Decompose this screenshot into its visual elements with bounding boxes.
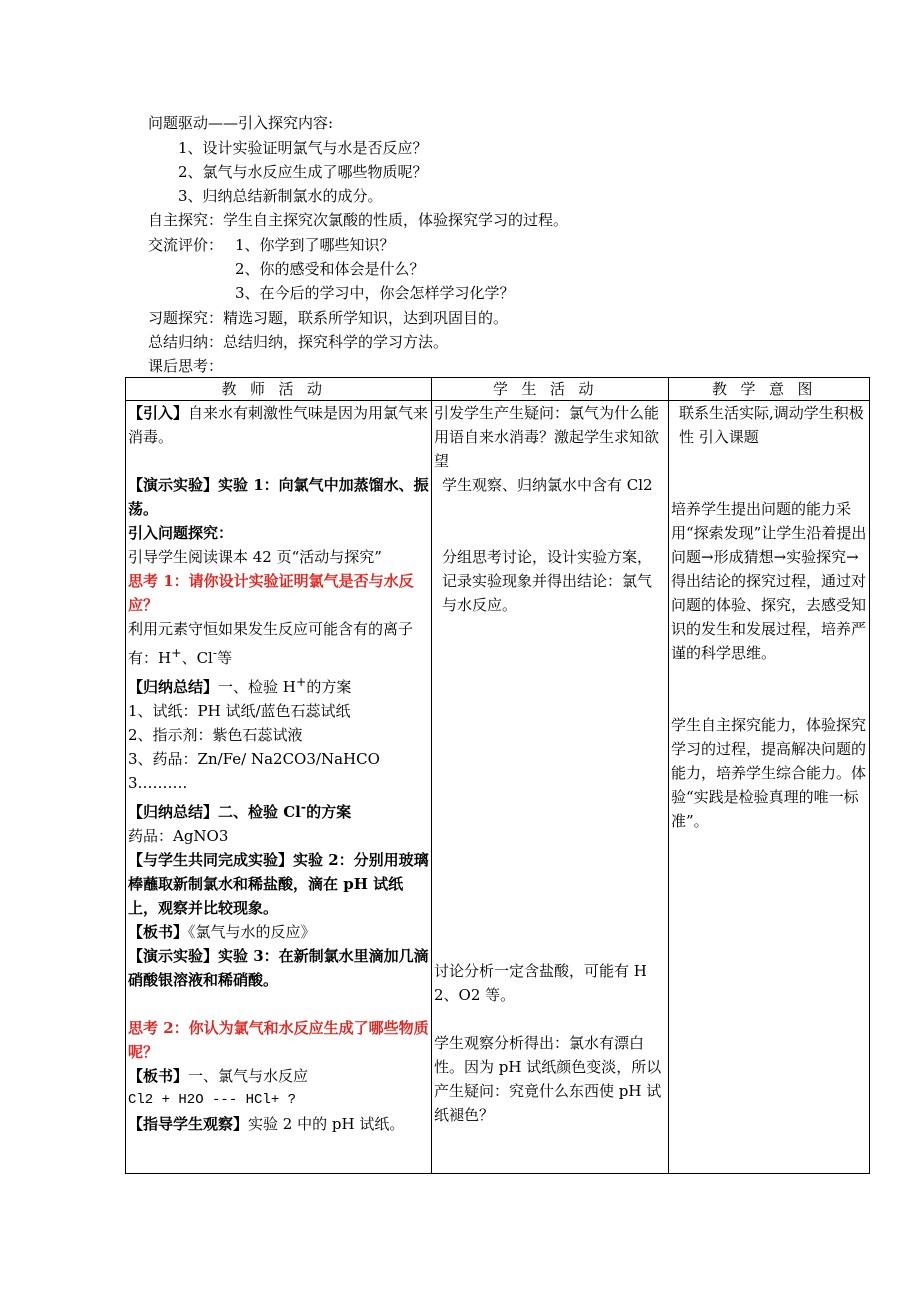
demo-experiment-1: 【演示实验】实验 1：向氯气中加蒸馏水、振荡。 <box>128 476 429 518</box>
teacher-activity-cell <box>126 401 432 1174</box>
indicator-item: 2、指示剂：紫色石蕊试液 <box>128 726 303 744</box>
intro-question-2: 2、氯气与水反应生成了哪些物质呢？ <box>178 163 428 181</box>
exchange-label: 交流评价： <box>148 236 224 254</box>
exchange-item-1: 1、你学到了哪些知识？ <box>235 236 395 254</box>
observe-tag: 【指导学生观察】 <box>128 1115 249 1133</box>
student-activity-1: 引发学生产生疑问：氯气为什么能用语自来水消毒？激起学生求知欲望 <box>434 404 660 470</box>
summary-tag-1: 【归纳总结】 <box>128 678 219 696</box>
ions-end: 等 <box>217 649 233 667</box>
board-text-2: 一、氯气与水反应 <box>188 1067 309 1085</box>
autonomous-inquiry: 自主探究：学生自主探究次氯酸的性质，体验探究学习的过程。 <box>148 211 569 229</box>
header-teacher: 教师活动 <box>126 378 432 401</box>
intent-1: 联系生活实际,调动学生积极性 引入课题 <box>679 404 864 446</box>
board-tag-2: 【板书】 <box>128 1067 189 1085</box>
h-charge: + <box>295 674 307 689</box>
think-question-1: 思考 1：请你设计实验证明氯气是否与水反应？ <box>128 572 414 614</box>
observe-text: 实验 2 中的 pH 试纸。 <box>248 1115 405 1133</box>
teaching-intent-cell <box>669 401 870 1174</box>
exchange-item-2: 2、你的感受和体会是什么？ <box>235 260 425 278</box>
intent-2: 培养学生提出问题的能力采用“探索发现”让学生沿着提出问题→形成猜想→实验探究→得出结论的探究过程，通过对问题的体验、探究，去感受知识的发生和发展过程，培养严谨的科学思维。 <box>671 500 867 662</box>
reaction-equation: Cl2 + H2O --- HCl+ ? <box>128 1092 297 1108</box>
intent-3: 学生自主探究能力，体验探究学习的过程，提高解决问题的能力，培养学生综合能力。体验“实践是检验真理的唯一标准”。 <box>671 716 867 830</box>
ions-intro: 利用元素守恒如果发生反应可能含有的离子有：H <box>128 620 414 667</box>
lead-question: 引入问题探究： <box>128 524 234 542</box>
ions-sep: 、Cl <box>181 649 213 667</box>
student-activity-5: 学生观察分析得出：氯水有漂白性。因为 pH 试纸颜色变淡，所以产生疑问：究竟什么东西使 pH 试纸褪色？ <box>434 1034 662 1124</box>
ion-charge-minus: - <box>212 645 218 660</box>
ion-charge-plus: + <box>171 645 182 660</box>
student-activity-2: 学生观察、归纳氯水中含有 Cl2 <box>442 476 653 494</box>
intro-question-1: 1、设计实验证明氯气与水是否反应？ <box>178 139 428 157</box>
summary-text-1: 一、检验 H <box>218 678 296 696</box>
summary-end-2: 的方案 <box>306 803 352 821</box>
possible-ions <box>128 617 429 670</box>
student-activity-4: 讨论分析一定含盐酸，可能有 H2、O2 等。 <box>434 962 647 1004</box>
summary-h-test <box>128 670 429 699</box>
intro-heading: 问题驱动——引入探究内容: <box>148 114 334 132</box>
header-student: 学生活动 <box>432 378 669 401</box>
cl-charge: - <box>300 799 307 814</box>
joint-experiment-2: 【与学生共同完成实验】实验 2：分别用玻璃棒蘸取新制氯水和稀盐酸，滴在 pH 试纸上，观察并比较现象。 <box>128 851 429 917</box>
board-reaction <box>128 1064 429 1088</box>
table-header-row <box>126 378 870 401</box>
exchange-item-3: 3、在今后的学习中，你会怎样学习化学？ <box>235 284 515 302</box>
test-paper-item: 1、试纸：PH 试纸/蓝色石蕊试纸 <box>128 702 351 720</box>
table-body-row <box>126 401 870 1174</box>
board-title <box>128 920 429 944</box>
reagent-item: 3、药品：Zn/Fe/ Na2CO3/NaHCO3………. <box>128 750 380 792</box>
guide-reading: 引导学生阅读课本 42 页“活动与探究” <box>128 548 382 566</box>
board-tag-1: 【板书】 <box>128 923 189 941</box>
intro-entry <box>128 401 429 449</box>
summary-text-2: 【归纳总结】二、检验 Cl <box>128 803 301 821</box>
exercise-inquiry: 习题探究：精选习题，联系所学知识，达到巩固目的。 <box>148 309 509 327</box>
demo-experiment-3: 【演示实验】实验 3：在新制氯水里滴加几滴硝酸银溶液和稀硝酸。 <box>128 947 429 989</box>
summary-end-1: 的方案 <box>306 678 352 696</box>
header-intent: 教学意图 <box>669 378 870 401</box>
agno3-reagent: 药品：AgNO3 <box>128 827 229 845</box>
guide-observation <box>128 1112 429 1136</box>
student-activity-3: 分组思考讨论，设计实验方案，记录实验现象并得出结论：氯气与水反应。 <box>442 548 653 614</box>
board-text-1: 《氯气与水的反应》 <box>188 923 316 941</box>
intro-question-3: 3、归纳总结新制氯水的成分。 <box>178 187 383 205</box>
lesson-table <box>125 377 870 1174</box>
intro-tag: 【引入】 <box>128 404 189 422</box>
summary-line: 总结归纳：总结归纳，探究科学的学习方法。 <box>148 333 449 351</box>
student-activity-cell <box>432 401 669 1174</box>
think-question-2: 思考 2：你认为氯气和水反应生成了哪些物质呢？ <box>128 1019 429 1061</box>
summary-cl-test <box>128 795 429 824</box>
homework-line: 课后思考： <box>148 357 224 375</box>
intro-text: 自来水有刺激性气味是因为用氯气来消毒。 <box>128 404 429 446</box>
